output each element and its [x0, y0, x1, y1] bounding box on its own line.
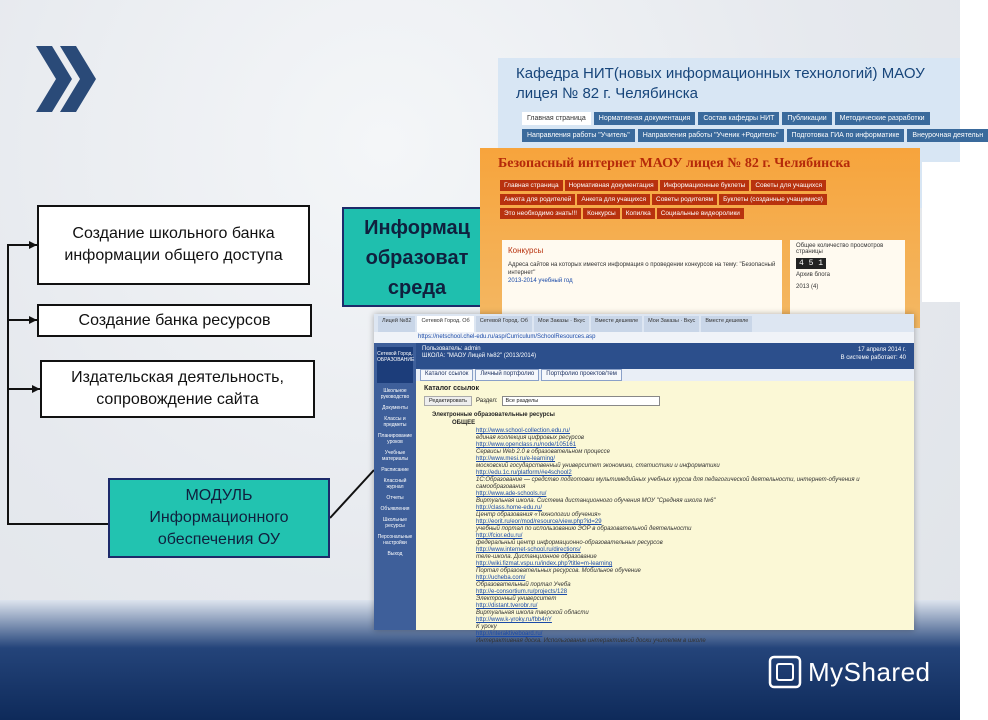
resource-link[interactable]: http://www.mesi.ru/e-learning/ [476, 456, 556, 462]
resource-link[interactable]: http://www.ade-schools.ru/ [476, 491, 547, 497]
resource-link[interactable]: http://fcior.edu.ru/ [476, 533, 523, 539]
menu-list [374, 388, 416, 557]
nav-tab[interactable]: Конкурсы [583, 208, 620, 219]
nav-tab[interactable]: Советы для учащихся [751, 180, 826, 191]
catalog-heading: Каталог ссылок [424, 385, 479, 392]
box-label: Создание школьного банка информации общего доступа [64, 225, 283, 264]
panel-text: Адреса сайтов на которых имеется информация о проведении конкурсов на тему: "Безопасный интернет" [508, 262, 776, 276]
info-line: среда [387, 277, 447, 299]
resource-link[interactable]: http://www.k-yroky.ru/fbb4nY [476, 617, 552, 623]
site-title: Кафедра НИТ(новых информационных технологий) МАОУ лицея № 82 г. Челябинска [516, 65, 925, 102]
box-label: МОДУЛЬ Информационного обеспечения ОУ [149, 487, 289, 548]
resource-desc: теле-школа. Дистанционное образование [476, 554, 597, 560]
online-count: В системе работает: 40 [840, 355, 906, 361]
resource-link[interactable]: http://distant.tverobr.ru/ [476, 603, 538, 609]
panel-heading: Конкурсы [508, 246, 544, 255]
counter-label: Общее количество просмотров страницы [796, 243, 884, 255]
resource-link[interactable]: http://www.school-collection.edu.ru/ [476, 428, 571, 434]
nav-tab[interactable]: Копилка [622, 208, 655, 219]
user-name: Пользователь: admin [422, 346, 481, 352]
browser-tab[interactable]: Сетевой Город. Об [417, 316, 473, 332]
school-name[interactable]: ШКОЛА: "МАОУ Лицей №82" (2013/2014) [422, 353, 537, 359]
view-counter: 4 5 1 [796, 258, 826, 269]
nav-tab[interactable]: Направления работы "Учитель" [522, 129, 635, 142]
site-nav [500, 180, 920, 222]
catalog-content [416, 381, 914, 644]
list-item [476, 589, 906, 603]
menu-item[interactable]: Учебные материалы [382, 450, 408, 462]
site-title: Безопасный интернет МАОУ лицея № 82 г. Челябинска [498, 156, 851, 171]
browser-tab[interactable]: Лицей №82 [378, 316, 415, 332]
nav-tab[interactable]: Информационные буклеты [660, 180, 750, 191]
nav-tab[interactable]: Советы родителям [652, 194, 717, 205]
watermark-text: MyShared [808, 656, 931, 687]
nav-tab[interactable]: Внеурочная деятельн [907, 129, 988, 142]
archive-item[interactable]: 2013 (4) [796, 284, 819, 290]
list-item [476, 631, 906, 645]
school-info-bank-box [37, 205, 310, 285]
netschool-logo: Сетевой Город. ОБРАЗОВАНИЕ [377, 347, 413, 383]
browser-tab-strip [374, 314, 914, 332]
section-label: Раздел: [476, 398, 498, 404]
archive-heading: Архив блога [796, 272, 830, 278]
resource-link[interactable]: http://www.openclass.ru/node/105161 [476, 442, 577, 448]
double-chevron-icon [36, 46, 98, 112]
nav-tab[interactable]: Нормативная документация [565, 180, 658, 191]
myshared-watermark [768, 652, 948, 692]
resource-link[interactable]: http://interaktiveboard.ru/ [476, 631, 543, 637]
nav-tab[interactable]: Подготовка ГИА по информатике [787, 129, 905, 142]
info-line: Информац [364, 217, 470, 239]
list-item [476, 617, 906, 631]
resource-link[interactable]: http://wiki.fizmat.vspu.ru/index.php?title=m-learning [476, 561, 613, 567]
list-item [476, 442, 906, 456]
section-row [424, 396, 906, 406]
myshared-logo-icon [768, 655, 802, 689]
resource-desc: Образовательный портал Учеба [476, 582, 571, 588]
subcategory-title[interactable]: ОБЩЕЕ [452, 420, 476, 426]
resource-bank-box [37, 304, 312, 337]
nav-tab[interactable]: Главная страница [522, 112, 591, 125]
nav-tab[interactable]: Главная страница [500, 180, 563, 191]
menu-item[interactable]: Школьное руководство [380, 388, 410, 400]
menu-item[interactable]: Документы [382, 405, 408, 411]
menu-item[interactable]: Отчеты [386, 495, 404, 501]
user-info [422, 346, 536, 360]
resource-desc: Интерактивная доска. Использование интерактивной доски учителем в школе [476, 638, 706, 644]
resource-desc: Виртуальная школа. Система дистанционного обучения МОУ "Средняя школа №6" [476, 498, 716, 504]
resource-desc: 1С:Образование — средство подготовки мультимедийных учебных курсов для педагогической деятельности, интернет-обучения и самообразования [476, 477, 860, 490]
browser-tab[interactable]: Мои Заказы · Вкус [644, 316, 699, 332]
nav-tab[interactable]: Направления работы "Ученик +Родитель" [638, 129, 784, 142]
top-bar [416, 343, 914, 369]
left-menu [374, 343, 416, 630]
resource-link[interactable]: http://www.internet-school.ru/directions/ [476, 547, 581, 553]
menu-item[interactable]: Персональные настройки [377, 534, 413, 546]
safe-internet-screenshot [480, 148, 920, 328]
menu-item[interactable]: Объявления [380, 506, 410, 512]
edit-button[interactable]: Редактировать [424, 396, 472, 406]
resource-list [476, 428, 906, 645]
nav-tab[interactable]: Нормативная документация [594, 112, 696, 125]
list-item [476, 575, 906, 589]
panel-year: 2013-2014 учебный год [508, 278, 573, 284]
resource-desc: федеральный центр информационно-образовательных ресурсов [476, 540, 663, 546]
resource-link[interactable]: http://e-consortium.ru/projects/128 [476, 589, 568, 595]
menu-item[interactable]: Расписание [381, 467, 409, 473]
resource-desc: Портал образовательных ресурсов. Мобильное обучение [476, 568, 641, 574]
section-select[interactable]: Все разделы [502, 396, 660, 406]
nav-tab[interactable]: Это необходимо знать!!! [500, 208, 581, 219]
menu-item[interactable]: Классный журнал [383, 478, 407, 490]
module-box [108, 478, 330, 558]
menu-item[interactable]: Классы и предметы [383, 416, 407, 428]
nav-tab[interactable]: Публикации [782, 112, 831, 125]
current-date: 17 апреля 2014 г. [858, 347, 906, 353]
tab-catalog[interactable]: Каталог ссылок [420, 369, 473, 381]
nav-tab[interactable]: Состав кафедры НИТ [698, 112, 779, 125]
box-label: Создание банка ресурсов [78, 311, 271, 329]
side-panel [922, 162, 962, 302]
list-item [476, 519, 906, 533]
menu-item[interactable]: Школьные ресурсы [382, 517, 408, 529]
nav-tab[interactable]: Методические разработки [835, 112, 930, 125]
nav-tab[interactable]: Анкета для родителей [500, 194, 575, 205]
resource-desc: К уроку [476, 624, 497, 630]
list-item [476, 533, 906, 547]
list-item [476, 603, 906, 617]
resource-desc: единая коллекция цифровых ресурсов [476, 435, 585, 441]
browser-tab[interactable]: Вместе дешевле [701, 316, 752, 332]
menu-item[interactable]: Планирование уроков [377, 433, 413, 445]
resource-desc: Электронный университет [476, 596, 557, 602]
menu-item[interactable]: Выход [387, 551, 403, 557]
browser-tab[interactable]: Мои Заказы · Вкус [534, 316, 589, 332]
resource-desc: московский государственный университет экономики, статистики и информатики [476, 463, 720, 469]
site-nav [522, 112, 984, 146]
list-item [476, 547, 906, 561]
resource-link[interactable]: http://eorit.ru/eor/mod/resource/view.php?id=29 [476, 519, 602, 525]
list-item [476, 470, 906, 491]
browser-tab[interactable]: Вместе дешевле [591, 316, 642, 332]
resource-link[interactable]: http://class.home-edu.ru/ [476, 505, 543, 511]
nav-tab[interactable]: Анкета для учащихся [577, 194, 650, 205]
browser-tab[interactable]: Сетевой Город. Об [476, 316, 532, 332]
box-label: Издательская деятельность, сопровождение сайта [71, 369, 284, 408]
date-info [841, 346, 906, 362]
tab-portfolio[interactable]: Личный портфолио [475, 369, 539, 381]
list-item [476, 428, 906, 442]
nav-tab[interactable]: Буклеты (созданные учащимися) [719, 194, 827, 205]
resource-link[interactable]: http://edu.1c.ru/platform/#e4school2 [476, 470, 572, 476]
info-line: образоват [365, 247, 469, 269]
resource-desc: Сервисы Web 2.0 в образовательном процессе [476, 449, 611, 455]
nav-tab[interactable]: Социальные видеоролики [657, 208, 744, 219]
resource-desc: Центр образования «Технологии обучения» [476, 512, 601, 518]
list-item [476, 456, 906, 470]
resource-desc: учебный портал по использованию ЭОР в образовательной деятельности [476, 526, 692, 532]
category-title[interactable]: Электронные образовательные ресурсы [432, 412, 555, 418]
address-bar[interactable]: https://netschool.chel-edu.ru/asp/Curriculum/SchoolResources.asp [374, 332, 914, 344]
list-item [476, 491, 906, 505]
info-environment-box [342, 207, 492, 307]
list-item [476, 561, 906, 575]
netschool-screenshot [374, 314, 914, 644]
resource-link[interactable]: http://ucheba.com/ [476, 575, 526, 581]
publishing-box [40, 360, 315, 418]
catalog-tabs [416, 369, 914, 381]
tab-projects[interactable]: Портфолио проектов/тем [541, 369, 622, 381]
list-item [476, 505, 906, 519]
resource-desc: Виртуальная школа тверской области [476, 610, 589, 616]
